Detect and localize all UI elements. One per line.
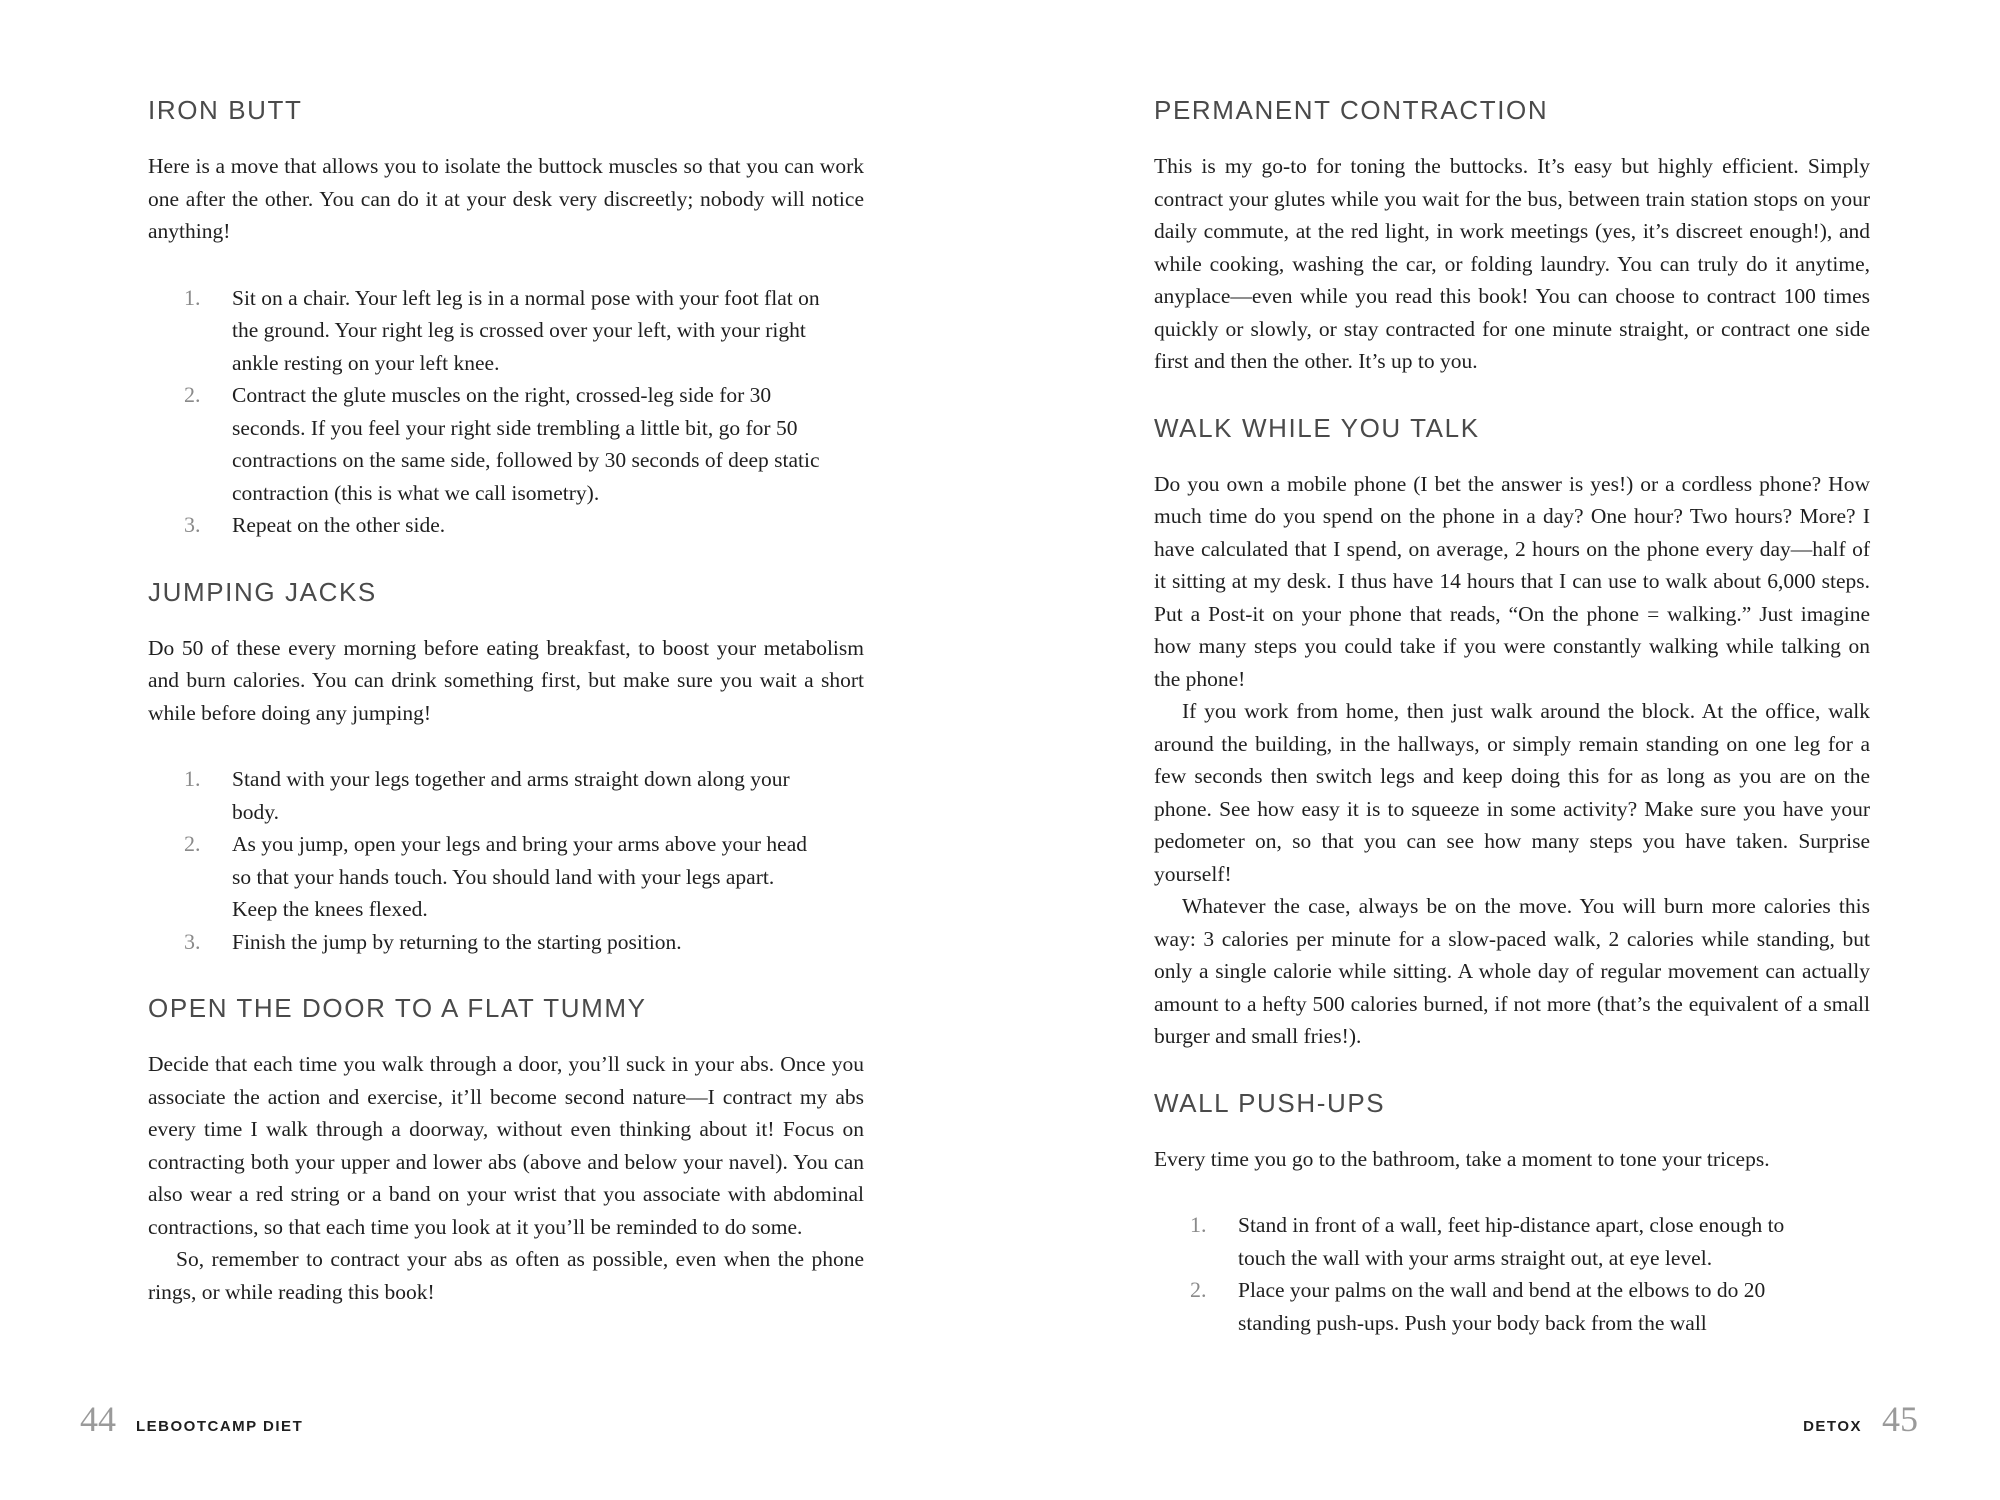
paragraph: Whatever the case, always be on the move. You will burn more calories this way: 3 calories per minute for a slow-paced walk, 2 calories while standing, but only a single calorie while sitting. A whole day of regular movement can actually amount to a hefty 500 calories burned, if not more (that’s the equivalent of a small burger and small fries!). — [1154, 894, 1870, 1048]
running-head: LEBOOTCAMP DIET — [136, 1418, 304, 1435]
section-heading: IRON BUTT — [148, 95, 303, 125]
section-jumping-jacks — [148, 574, 864, 959]
steps-list — [1154, 1209, 1870, 1339]
paragraph: So, remember to contract your abs as often as possible, even when the phone rings, or while reading this book! — [148, 1247, 864, 1304]
page-footer — [80, 1398, 303, 1438]
step-item — [148, 282, 864, 380]
step-text: Sit on a chair. Your left leg is in a normal pose with your foot flat on the ground. Your right leg is crossed over your left, with your right ankle resting on your left knee. — [232, 285, 820, 375]
steps-list — [148, 282, 864, 542]
step-number: 2. — [184, 382, 201, 407]
step-item — [1154, 1209, 1870, 1274]
step-item — [148, 379, 864, 509]
right-page — [1000, 0, 2000, 1500]
section-iron-butt — [148, 92, 864, 542]
step-item — [148, 763, 864, 828]
right-page-column — [1154, 92, 1870, 1371]
section-heading: WALK WHILE YOU TALK — [1154, 412, 1480, 443]
paragraph: Do 50 of these every morning before eating breakfast, to boost your metabolism and burn calories. You can drink something first, but make sure you wait a short while before doing any jumping! — [148, 635, 864, 725]
step-item — [148, 926, 864, 959]
paragraph: Every time you go to the bathroom, take a moment to tone your triceps. — [1154, 1146, 1770, 1171]
paragraph: Here is a move that allows you to isolate the buttock muscles so that you can work one after the other. You can do it at your desk very discreetly; nobody will notice anything! — [148, 154, 864, 243]
step-text: Stand with your legs together and arms straight down along your body. — [232, 767, 790, 824]
section-flat-tummy — [148, 990, 864, 1308]
step-number: 1. — [184, 284, 201, 310]
page-number: 45 — [1882, 1399, 1918, 1439]
section-wall-push-ups — [1154, 1085, 1870, 1340]
step-text: Finish the jump by returning to the starting position. — [232, 929, 682, 954]
step-text: As you jump, open your legs and bring your arms above your head so that your hands touch. You should land with your legs apart. Keep the knees flexed. — [232, 832, 808, 921]
section-heading: OPEN THE DOOR TO A FLAT TUMMY — [148, 993, 647, 1023]
step-number: 3. — [184, 512, 201, 537]
step-number: 1. — [184, 766, 201, 791]
page-footer — [1803, 1398, 1918, 1438]
step-text: Stand in front of a wall, feet hip-distance apart, close enough to touch the wall with your arms straight out, at eye level. — [1238, 1213, 1785, 1270]
paragraph: If you work from home, then just walk around the block. At the office, walk around the building, in the hallways, or simply remain standing on one leg for a few seconds then switch legs and keep doing this for as long as you are on the phone. See how easy it is to squeeze in some activity? Make sure you have your pedometer on, so that you can see how many steps you have taken. Surprise yourself! — [1154, 699, 1870, 886]
page-number: 44 — [80, 1399, 116, 1439]
step-number: 2. — [184, 831, 201, 856]
step-item — [148, 828, 864, 926]
section-heading: PERMANENT CONTRACTION — [1154, 95, 1549, 125]
step-item — [1154, 1274, 1870, 1339]
section-permanent-contraction — [1154, 92, 1870, 378]
steps-list — [148, 763, 864, 958]
step-text: Place your palms on the wall and bend at the elbows to do 20 standing push-ups. Push your body back from the wall — [1238, 1278, 1766, 1335]
step-item — [148, 509, 864, 542]
step-number: 2. — [1190, 1277, 1207, 1302]
paragraph: Do you own a mobile phone (I bet the answer is yes!) or a cordless phone? How much time do you spend on the phone in a day? One hour? Two hours? More? I have calculated that I spend, on average, 2 hours on the phone every day—half of it sitting at my desk. I thus have 14 hours that I can use to walk about 6,000 steps. Put a Post-it on your phone that reads, “On the phone = walking.” Just imagine how many steps you could take if you were constantly walking while talking on the phone! — [1154, 471, 1870, 691]
step-number: 3. — [184, 928, 201, 954]
section-heading: JUMPING JACKS — [148, 576, 377, 607]
step-text: Repeat on the other side. — [232, 513, 446, 537]
step-number: 1. — [1190, 1212, 1207, 1237]
paragraph: Decide that each time you walk through a door, you’ll suck in your abs. Once you associate the action and exercise, it’ll become second nature—I contract my abs every time I walk through a doorway, without even thinking about it! Focus on contracting both your upper and lower abs (above and below your navel). You can also wear a red string or a band on your wrist that you associate with abdominal contractions, so that each time you look at it you’ll be reminded to do some. — [148, 1052, 864, 1239]
running-head: DETOX — [1803, 1418, 1862, 1435]
paragraph: This is my go-to for toning the buttocks. It’s easy but highly efficient. Simply contract your glutes while you wait for the bus, between train station stops on your daily commute, at the red light, in work meetings (yes, it’s discreet enough!), and while cooking, washing the car, or folding laundry. You can truly do it anytime, anyplace—even while you read this book! You can choose to contract 100 times quickly or slowly, or stay contracted for one minute straight, or contract one side first and then the other. It’s up to you. — [1154, 154, 1870, 373]
section-heading: WALL PUSH-UPS — [1154, 1087, 1386, 1118]
step-text: Contract the glute muscles on the right, crossed-leg side for 30 seconds. If you feel your right side trembling a little bit, go for 50 contractions on the same side, followed by 30 seconds of deep static contraction (this is what we call isometry). — [232, 383, 820, 505]
left-page-column — [148, 92, 864, 1340]
section-walk-while-you-talk — [1154, 410, 1870, 1053]
